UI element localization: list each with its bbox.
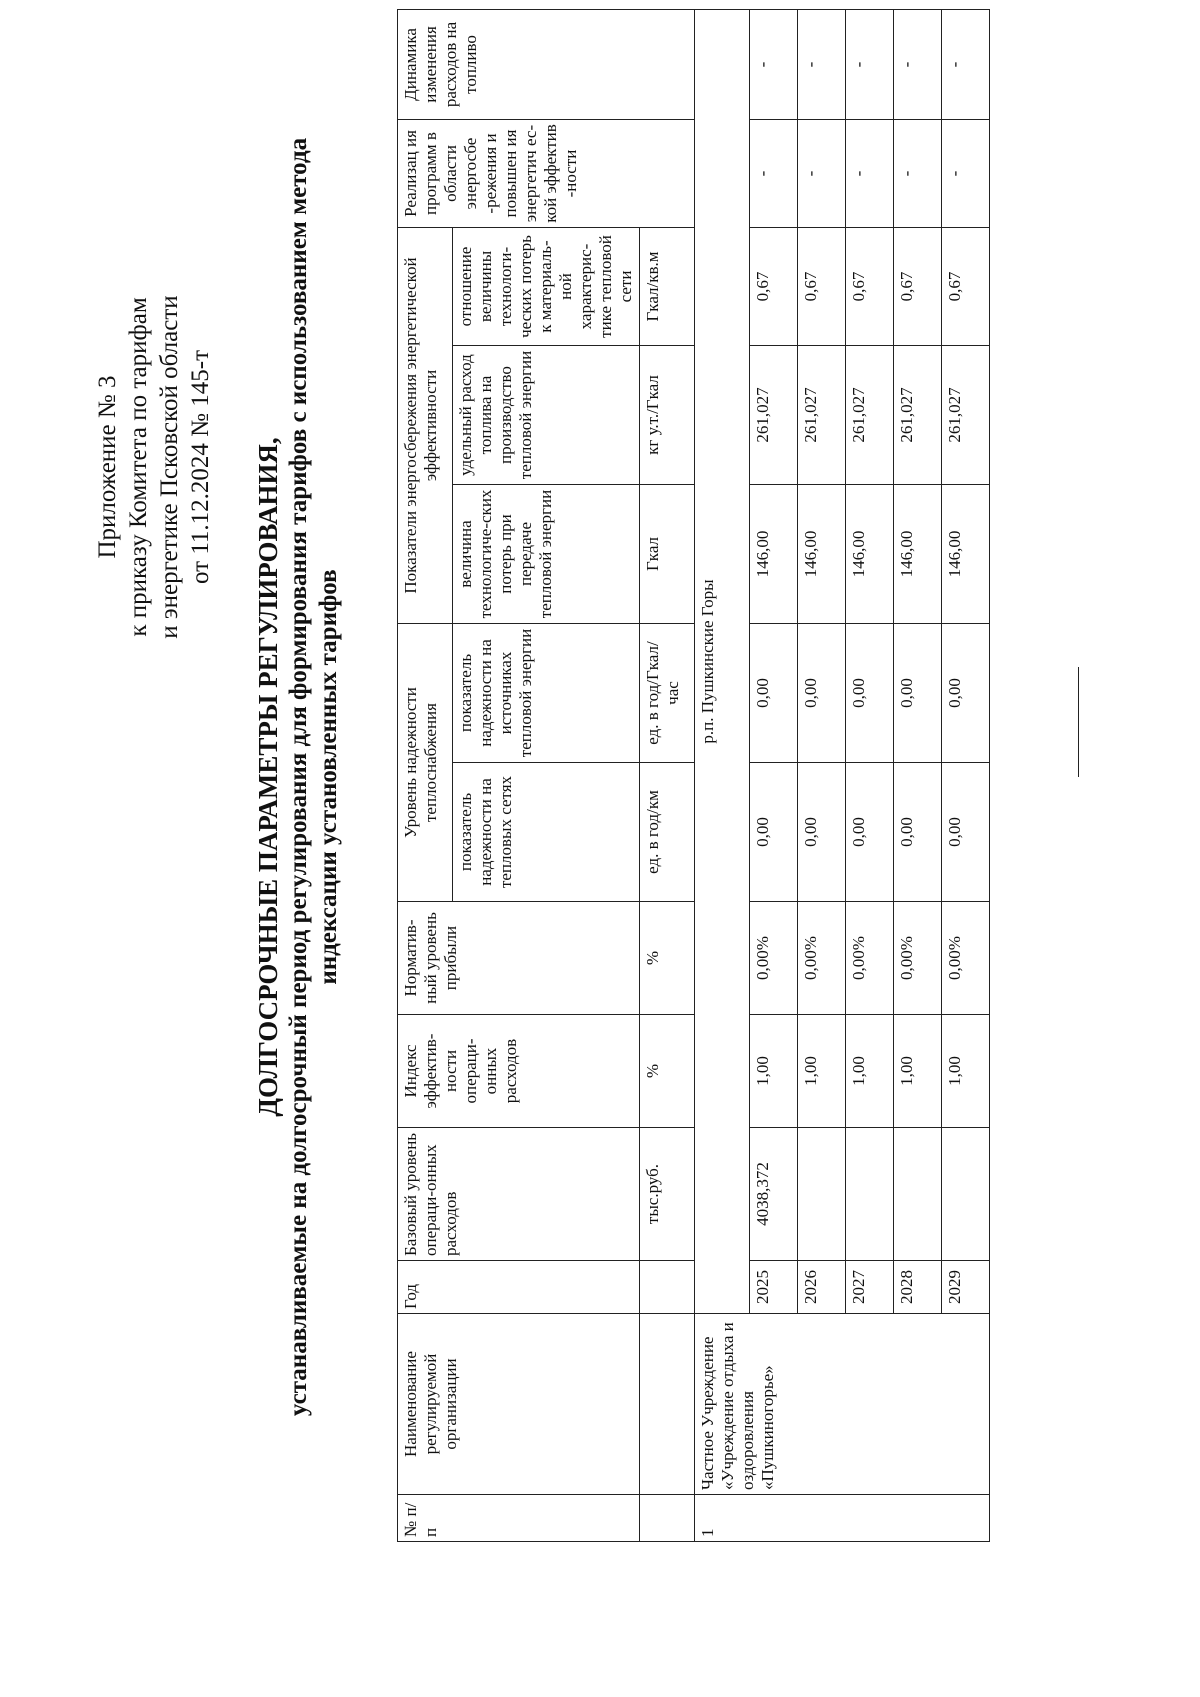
table-row — [942, 9, 990, 1541]
cell-year: 2026 — [798, 1261, 846, 1314]
cell-profit: 0,00% — [798, 902, 846, 1015]
cell-losses: 146,00 — [750, 485, 798, 624]
cell-programs: - — [798, 119, 846, 227]
cell-programs: - — [846, 119, 894, 227]
unit-empty-org — [640, 1314, 695, 1495]
cell-losses: 146,00 — [894, 485, 942, 624]
cell-sources: 0,00 — [750, 624, 798, 763]
header-base-opex: Базовый уровень операци-онных расходов — [398, 1128, 640, 1261]
cell-fuel: 261,027 — [798, 346, 846, 485]
table-row — [846, 9, 894, 1541]
cell-fuel-dynamics: - — [846, 9, 894, 119]
unit-profit: % — [640, 902, 695, 1015]
cell-base: 4038,372 — [750, 1128, 798, 1261]
unit-losses: Гкал — [640, 485, 695, 624]
header-reliability: Уровень надежности теплоснабжения — [398, 624, 453, 902]
cell-index: 1,00 — [942, 1015, 990, 1128]
cell-year: 2029 — [942, 1261, 990, 1314]
unit-sources: ед. в год/Гкал/ час — [640, 624, 695, 763]
header-energy-fuel: удельный расход топлива на производство тепловой энергии — [453, 346, 640, 485]
cell-fuel-dynamics: - — [798, 9, 846, 119]
table-row — [798, 9, 846, 1541]
table-row — [750, 9, 798, 1541]
cell-index: 1,00 — [894, 1015, 942, 1128]
cell-sources: 0,00 — [798, 624, 846, 763]
cell-ratio: 0,67 — [942, 227, 990, 345]
header-energy-ratio: отношение величины технологи-ческих потерь к материаль-ной характерис-тике тепловой сети — [453, 227, 640, 345]
header-efficiency-index: Индекс эффектив-ности операци-онных расходов — [398, 1015, 640, 1128]
cell-fuel: 261,027 — [846, 346, 894, 485]
cell-nets: 0,00 — [750, 763, 798, 902]
title-subtitle-2: индексации установленных тарифов — [315, 569, 342, 985]
unit-nets: ед. в год/км — [640, 763, 695, 902]
header-org: Наименование регулируемой организации — [398, 1314, 640, 1495]
cell-nets: 0,00 — [798, 763, 846, 902]
org-name: Частное Учреждение «Учреждение отдыха и оздоровления «Пушкиногорье» — [695, 1314, 990, 1495]
cell-base — [798, 1128, 846, 1261]
unit-empty-num — [640, 1495, 695, 1542]
order-date-number: от 11.12.2024 № 145-т — [187, 349, 214, 585]
cell-fuel: 261,027 — [894, 346, 942, 485]
unit-ratio: Гкал/кв.м — [640, 227, 695, 345]
cell-fuel-dynamics: - — [750, 9, 798, 119]
order-committee-line: к приказу Комитета по тарифам — [125, 297, 152, 637]
header-fuel-dynamics: Динамика изменения расходов на топливо — [398, 9, 695, 119]
unit-empty-year — [640, 1261, 695, 1314]
region-row: р.п. Пушкинские Горы — [695, 9, 750, 1313]
cell-profit: 0,00% — [750, 902, 798, 1015]
title-main: ДОЛГОСРОЧНЫЕ ПАРАМЕТРЫ РЕГУЛИРОВАНИЯ, — [253, 437, 283, 1117]
appendix-number: Приложение № 3 — [94, 375, 121, 559]
approval-stamp-block — [92, 157, 216, 777]
header-reliability-sources: показатель надежности на источниках тепловой энергии — [453, 624, 640, 763]
cell-fuel: 261,027 — [942, 346, 990, 485]
cell-index: 1,00 — [846, 1015, 894, 1128]
document-title — [252, 17, 344, 1537]
header-reliability-nets: показатель надежности на тепловых сетях — [453, 763, 640, 902]
cell-sources: 0,00 — [942, 624, 990, 763]
cell-index: 1,00 — [798, 1015, 846, 1128]
header-profit-level: Норматив-ный уровень прибыли — [398, 902, 640, 1015]
cell-profit: 0,00% — [894, 902, 942, 1015]
cell-losses: 146,00 — [942, 485, 990, 624]
cell-sources: 0,00 — [894, 624, 942, 763]
cell-programs: - — [750, 119, 798, 227]
title-subtitle-1: устанавливаемые на долгосрочный период регулирования для формирования тарифов с использованием метода — [285, 137, 312, 1417]
unit-index: % — [640, 1015, 695, 1128]
unit-base: тыс.руб. — [640, 1128, 695, 1261]
cell-year: 2027 — [846, 1261, 894, 1314]
cell-year: 2025 — [750, 1261, 798, 1314]
cell-programs: - — [942, 119, 990, 227]
cell-base — [846, 1128, 894, 1261]
cell-losses: 146,00 — [846, 485, 894, 624]
cell-fuel-dynamics: - — [942, 9, 990, 119]
header-programs: Реализац ия программ в области энергосбе -режения и повышен ия энергетич ес-кой эффектив -ности — [398, 119, 695, 227]
cell-nets: 0,00 — [942, 763, 990, 902]
unit-fuel: кг у.т./Гкал — [640, 346, 695, 485]
cell-ratio: 0,67 — [894, 227, 942, 345]
cell-ratio: 0,67 — [798, 227, 846, 345]
cell-year: 2028 — [894, 1261, 942, 1314]
cell-fuel: 261,027 — [750, 346, 798, 485]
cell-base — [894, 1128, 942, 1261]
cell-index: 1,00 — [750, 1015, 798, 1128]
table-row — [894, 9, 942, 1541]
order-region-line: и энергетике Псковской области — [156, 295, 183, 639]
cell-fuel-dynamics: - — [894, 9, 942, 119]
org-number: 1 — [695, 1495, 990, 1542]
header-energy-saving: Показатели энергосбережения энергетической эффективности — [398, 227, 453, 623]
cell-base — [942, 1128, 990, 1261]
cell-profit: 0,00% — [846, 902, 894, 1015]
cell-ratio: 0,67 — [846, 227, 894, 345]
cell-ratio: 0,67 — [750, 227, 798, 345]
cell-losses: 146,00 — [798, 485, 846, 624]
cell-nets: 0,00 — [846, 763, 894, 902]
cell-profit: 0,00% — [942, 902, 990, 1015]
cell-programs: - — [894, 119, 942, 227]
header-energy-losses: величина технологиче-ских потерь при передаче тепловой энергии — [453, 485, 640, 624]
header-year: Год — [398, 1261, 640, 1314]
header-num: № п/ п — [398, 1495, 640, 1542]
parameters-table — [397, 9, 990, 1542]
closing-divider-line — [1078, 667, 1079, 777]
cell-nets: 0,00 — [894, 763, 942, 902]
cell-sources: 0,00 — [846, 624, 894, 763]
